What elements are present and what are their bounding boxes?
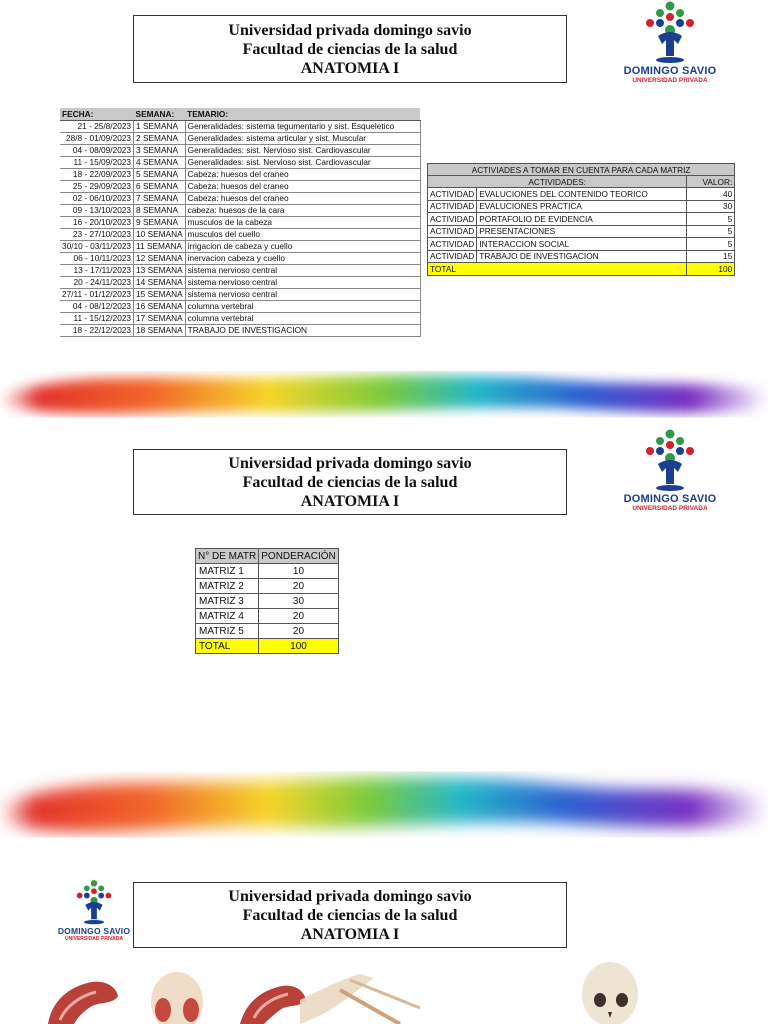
schedule-semana-cell: 8 SEMANA xyxy=(134,204,186,216)
schedule-temario-cell: musculos del cuello xyxy=(185,228,420,240)
activities-total-label: TOTAL xyxy=(428,263,687,276)
schedule-row xyxy=(60,228,420,240)
schedule-temario-cell: Cabeza: huesos del craneo xyxy=(185,192,420,204)
schedule-fecha-cell: 16 - 20/10/2023 xyxy=(60,216,134,228)
logo-brand-text: DOMINGO SAVIO xyxy=(623,493,717,505)
activity-name-cell: TRABAJO DE INVESTIGACION xyxy=(477,250,687,263)
matrix-weight-cell: 30 xyxy=(259,594,338,609)
schedule-temario-cell: sistema nervioso central xyxy=(185,276,420,288)
matrix-weight-cell: 20 xyxy=(259,579,338,594)
rainbow-powder-banner xyxy=(0,745,768,855)
schedule-fecha-cell: 25 - 29/09/2023 xyxy=(60,180,134,192)
schedule-semana-cell: 9 SEMANA xyxy=(134,216,186,228)
schedule-temario-cell: Cabeza: huesos del craneo xyxy=(185,168,420,180)
matrix-row xyxy=(196,564,339,579)
schedule-semana-cell: 13 SEMANA xyxy=(134,264,186,276)
course-name: ANATOMIA I xyxy=(300,59,400,77)
matrix-row xyxy=(196,609,339,624)
schedule-semana-cell: 16 SEMANA xyxy=(134,300,186,312)
matrix-total-value: 100 xyxy=(259,639,338,654)
schedule-fecha-cell: 04 - 08/09/2023 xyxy=(60,144,134,156)
matrix-name-cell: MATRIZ 4 xyxy=(196,609,259,624)
arm-muscle-illustration xyxy=(240,986,306,1024)
schedule-temario-cell: columna vertebral xyxy=(185,312,420,324)
logo-sub-text: UNIVERSIDAD PRIVADA xyxy=(632,77,708,84)
schedule-semana-cell: 2 SEMANA xyxy=(134,132,186,144)
logo-emblem-icon xyxy=(638,428,702,492)
activity-row xyxy=(428,200,735,213)
schedule-row xyxy=(60,120,420,132)
schedule-row xyxy=(60,144,420,156)
schedule-fecha-cell: 11 - 15/12/2023 xyxy=(60,312,134,324)
matrix-weight-cell: 20 xyxy=(259,609,338,624)
activity-row xyxy=(428,188,735,201)
schedule-row xyxy=(60,168,420,180)
schedule-row xyxy=(60,300,420,312)
activity-type-cell: ACTIVIDAD xyxy=(428,200,477,213)
activity-row xyxy=(428,238,735,251)
arm-muscle-illustration xyxy=(48,982,118,1024)
col-semana: SEMANA: xyxy=(134,108,186,120)
schedule-temario-cell: Generalidades: sistema articular y sist. Muscular xyxy=(185,132,420,144)
schedule-semana-cell: 17 SEMANA xyxy=(134,312,186,324)
schedule-header-row xyxy=(60,108,420,120)
schedule-row xyxy=(60,312,420,324)
schedule-temario-cell: sistema nervioso central xyxy=(185,288,420,300)
matrix-name-cell: MATRIZ 3 xyxy=(196,594,259,609)
schedule-temario-cell: sistema nervioso central xyxy=(185,264,420,276)
schedule-row xyxy=(60,264,420,276)
schedule-fecha-cell: 11 - 15/09/2023 xyxy=(60,156,134,168)
schedule-row xyxy=(60,216,420,228)
activity-type-cell: ACTIVIDAD xyxy=(428,238,477,251)
university-name: Universidad privada domingo savio xyxy=(228,887,472,905)
logo-sub-text: UNIVERSIDAD PRIVADA xyxy=(65,936,123,942)
activity-name-cell: PORTAFOLIO DE EVIDENCIA xyxy=(477,213,687,226)
schedule-temario-cell: TRABAJO DE INVESTIGACION xyxy=(185,324,420,336)
logo-brand-text: DOMINGO SAVIO xyxy=(623,65,717,77)
course-name: ANATOMIA I xyxy=(300,492,400,510)
activity-name-cell: INTERACCION SOCIAL xyxy=(477,238,687,251)
schedule-semana-cell: 4 SEMANA xyxy=(134,156,186,168)
schedule-temario-cell: Cabeza: huesos del craneo xyxy=(185,180,420,192)
schedule-fecha-cell: 27/11 - 01/12/2023 xyxy=(60,288,134,300)
schedule-row xyxy=(60,156,420,168)
schedule-semana-cell: 14 SEMANA xyxy=(134,276,186,288)
activity-row xyxy=(428,225,735,238)
schedule-fecha-cell: 04 - 08/12/2023 xyxy=(60,300,134,312)
activities-total-row xyxy=(428,263,735,276)
activity-type-cell: ACTIVIDAD xyxy=(428,188,477,201)
schedule-row xyxy=(60,204,420,216)
header-box-2 xyxy=(133,449,567,515)
schedule-semana-cell: 12 SEMANA xyxy=(134,252,186,264)
university-name: Universidad privada domingo savio xyxy=(228,454,472,472)
matrix-name-cell: MATRIZ 2 xyxy=(196,579,259,594)
schedule-fecha-cell: 28/8 - 01/09/2023 xyxy=(60,132,134,144)
faculty-name: Facultad de ciencias de la salud xyxy=(242,473,458,491)
schedule-fecha-cell: 18 - 22/09/2023 xyxy=(60,168,134,180)
activity-value-cell: 15 xyxy=(687,250,735,263)
schedule-row xyxy=(60,252,420,264)
matrix-weight-cell: 20 xyxy=(259,624,338,639)
col-ponderacion: PONDERACIÓN xyxy=(259,549,338,564)
col-matriz: N° DE MATR xyxy=(196,549,259,564)
matrix-header-row xyxy=(196,549,339,564)
schedule-fecha-cell: 30/10 - 03/11/2023 xyxy=(60,240,134,252)
schedule-temario-cell: Generalidades: sist. Nervioso sist. Cardiovascular xyxy=(185,156,420,168)
matrix-row xyxy=(196,579,339,594)
faculty-name: Facultad de ciencias de la salud xyxy=(242,40,458,58)
schedule-fecha-cell: 02 - 06/10/2023 xyxy=(60,192,134,204)
schedule-fecha-cell: 23 - 27/10/2023 xyxy=(60,228,134,240)
schedule-temario-cell: irrigacion de cabeza y cuello xyxy=(185,240,420,252)
anatomy-illustrations xyxy=(0,960,768,1024)
matrix-weight-cell: 10 xyxy=(259,564,338,579)
schedule-semana-cell: 5 SEMANA xyxy=(134,168,186,180)
schedule-temario-cell: musculos de la cabeza xyxy=(185,216,420,228)
activity-type-cell: ACTIVIDAD xyxy=(428,250,477,263)
matrix-name-cell: MATRIZ 1 xyxy=(196,564,259,579)
activities-title: ACTIVIADES A TOMAR EN CUENTA PARA CADA MATRIZ xyxy=(428,164,735,176)
domingo-savio-logo xyxy=(622,428,718,512)
schedule-semana-cell: 10 SEMANA xyxy=(134,228,186,240)
activities-title-row xyxy=(428,164,735,176)
matrix-row xyxy=(196,594,339,609)
schedule-row xyxy=(60,180,420,192)
schedule-row xyxy=(60,192,420,204)
header-box-1 xyxy=(133,15,567,83)
activity-value-cell: 5 xyxy=(687,238,735,251)
schedule-semana-cell: 3 SEMANA xyxy=(134,144,186,156)
schedule-row xyxy=(60,240,420,252)
header-box-3 xyxy=(133,882,567,948)
schedule-semana-cell: 1 SEMANA xyxy=(134,120,186,132)
activities-total-value: 100 xyxy=(687,263,735,276)
logo-emblem-icon xyxy=(71,878,117,926)
schedule-temario-cell: cabeza: huesos de la cara xyxy=(185,204,420,216)
schedule-fecha-cell: 21 - 25/8/2023 xyxy=(60,120,134,132)
activity-name-cell: EVALUCIONES DEL CONTENIDO TEORICO xyxy=(477,188,687,201)
schedule-row xyxy=(60,276,420,288)
activity-value-cell: 40 xyxy=(687,188,735,201)
schedule-fecha-cell: 09 - 13/10/2023 xyxy=(60,204,134,216)
schedule-semana-cell: 6 SEMANA xyxy=(134,180,186,192)
activities-header-row xyxy=(428,176,735,188)
schedule-row xyxy=(60,132,420,144)
activity-value-cell: 30 xyxy=(687,200,735,213)
head-muscle-illustration xyxy=(151,972,203,1024)
activity-row xyxy=(428,213,735,226)
skeleton-figure-illustration xyxy=(300,974,420,1024)
activity-value-cell: 5 xyxy=(687,225,735,238)
university-name: Universidad privada domingo savio xyxy=(228,21,472,39)
activity-type-cell: ACTIVIDAD xyxy=(428,225,477,238)
schedule-temario-cell: inervacion cabeza y cuello xyxy=(185,252,420,264)
rainbow-powder-banner xyxy=(0,350,768,430)
schedule-row xyxy=(60,288,420,300)
domingo-savio-logo xyxy=(622,0,718,84)
activity-name-cell: EVALUCIONES PRACTICA xyxy=(477,200,687,213)
col-temario: TEMARIO: xyxy=(185,108,420,120)
schedule-semana-cell: 18 SEMANA xyxy=(134,324,186,336)
logo-emblem-icon xyxy=(638,0,702,64)
domingo-savio-logo xyxy=(58,878,130,942)
schedule-semana-cell: 15 SEMANA xyxy=(134,288,186,300)
schedule-temario-cell: Generalidades: sistema tegumentario y sist. Esqueletico xyxy=(185,120,420,132)
schedule-fecha-cell: 20 - 24/11/2023 xyxy=(60,276,134,288)
schedule-temario-cell: Generalidades: sist. Nervioso sist. Cardiovascular xyxy=(185,144,420,156)
activity-type-cell: ACTIVIDAD xyxy=(428,213,477,226)
schedule-fecha-cell: 06 - 10/11/2023 xyxy=(60,252,134,264)
col-actividades: ACTIVIDADES: xyxy=(428,176,687,188)
schedule-row xyxy=(60,324,420,336)
schedule-fecha-cell: 13 - 17/11/2023 xyxy=(60,264,134,276)
activities-table xyxy=(427,163,735,276)
schedule-table xyxy=(60,108,421,337)
schedule-semana-cell: 7 SEMANA xyxy=(134,192,186,204)
skull-illustration xyxy=(582,962,638,1024)
matrix-total-row xyxy=(196,639,339,654)
schedule-fecha-cell: 18 - 22/12/2023 xyxy=(60,324,134,336)
col-valor: VALOR: xyxy=(687,176,735,188)
activity-row xyxy=(428,250,735,263)
activity-value-cell: 5 xyxy=(687,213,735,226)
schedule-temario-cell: columna vertebral xyxy=(185,300,420,312)
logo-sub-text: UNIVERSIDAD PRIVADA xyxy=(632,505,708,512)
matrix-name-cell: MATRIZ 5 xyxy=(196,624,259,639)
matrix-row xyxy=(196,624,339,639)
schedule-semana-cell: 11 SEMANA xyxy=(134,240,186,252)
activity-name-cell: PRESENTACIONES xyxy=(477,225,687,238)
matrix-total-label: TOTAL xyxy=(196,639,259,654)
matrix-table xyxy=(195,548,339,654)
logo-brand-text: DOMINGO SAVIO xyxy=(57,926,131,936)
faculty-name: Facultad de ciencias de la salud xyxy=(242,906,458,924)
course-name: ANATOMIA I xyxy=(300,925,400,943)
col-fecha: FECHA: xyxy=(60,108,134,120)
